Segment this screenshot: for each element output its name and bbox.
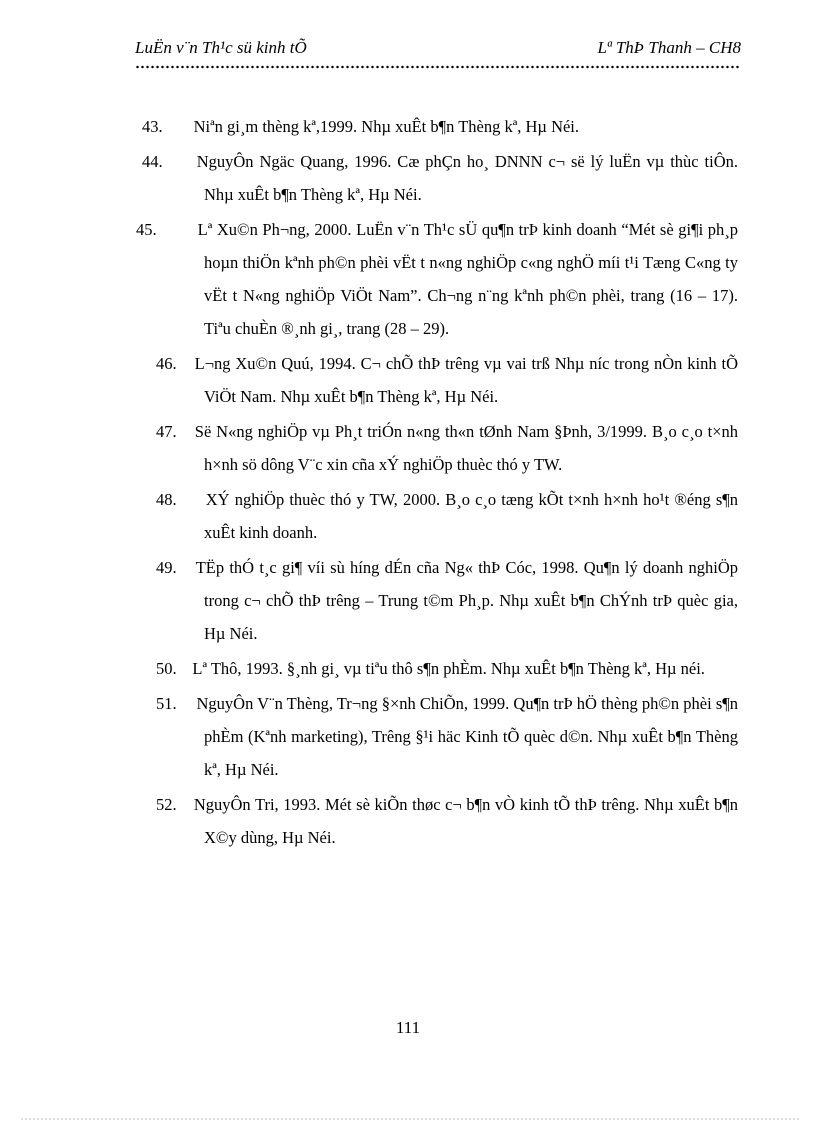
reference-text: Lª Thô, 1993. §¸nh gi¸ vµ tiªu thô s¶n phÈm. Nhµ xuÊt b¶n Thèng kª, Hµ néi. <box>192 659 705 678</box>
reference-text: Së N«ng nghiÖp vµ Ph¸t triÓn n«ng th«n tØnh Nam §Þnh, 3/1999. B¸o c¸o t×nh h×nh sö dông V¨c xin cña xÝ nghiÖp thuèc thó y TW. <box>194 422 739 474</box>
reference-text: NguyÔn Tri, 1993. Mét sè kiÕn thøc c¬ b¶n vÒ kinh tÕ thÞ trêng. Nhµ xuÊt b¶n X©y dùng, Hµ Néi. <box>193 795 738 847</box>
reference-item: 51. NguyÔn V¨n Thèng, Tr¬ng §×nh ChiÕn, 1999. Qu¶n trÞ hÖ thèng ph©n phèi s¶n phÈm (Kªnh marketing), Trêng §¹i häc Kinh tÕ quèc d©n. Nhµ xuÊt b¶n Thèng kª, Hµ Néi. <box>156 694 738 779</box>
reference-item: 45. Lª Xu©n Ph¬ng, 2000. LuËn v¨n Th¹c sÜ qu¶n trÞ kinh doanh “Mét sè gi¶i ph¸p hoµn thiÖn kªnh ph©n phèi vËt t n«ng nghiÖp c«ng nghÖ míi t¹i Tæng C«ng ty vËt t N«ng nghiÖp ViÖt Nam”. Ch¬ng n¨ng kªnh ph©n phèi, trang (16 – 17). Tiªu chuÈn ®¸nh gi¸, trang (28 – 29). <box>136 220 739 338</box>
reference-text: XÝ nghiÖp thuèc thó y TW, 2000. B¸o c¸o tæng kÕt t×nh h×nh ho¹t ®éng s¶n xuÊt kinh doanh. <box>204 490 738 542</box>
reference-text: TËp thÓ t¸c gi¶ víi sù híng dÉn cña Ng« thÞ Cóc, 1998. Qu¶n lý doanh nghiÖp trong c¬ chÕ thÞ trêng – Trung t©m Ph¸p. Nhµ xuÊt b¶n ChÝnh trÞ quèc gia, Hµ Néi. <box>195 558 739 643</box>
header-title: LuËn v¨n Th¹c sü kinh tÕ <box>135 38 307 57</box>
reference-list <box>136 110 739 856</box>
page-bottom-divider <box>20 1118 800 1120</box>
reference-item: 44. NguyÔn Ngäc Quang, 1996. Cæ phÇn ho¸ DNNN c¬ së lý luËn vµ thùc tiÔn. Nhµ xuÊt b¶n Thèng kª, Hµ Néi. <box>142 152 738 204</box>
reference-item: 52. NguyÔn Tri, 1993. Mét sè kiÕn thøc c¬ b¶n vÒ kinh tÕ thÞ trêng. Nhµ xuÊt b¶n X©y dùng, Hµ Néi. <box>156 795 738 847</box>
page-header <box>135 38 741 62</box>
reference-item: 46. L¬ng Xu©n Quú, 1994. C¬ chÕ thÞ trêng vµ vai trß Nhµ níc trong nÒn kinh tÕ ViÖt Nam. Nhµ xuÊt b¶n Thèng kª, Hµ Néi. <box>156 354 738 406</box>
reference-text: NguyÔn Ngäc Quang, 1996. Cæ phÇn ho¸ DNNN c¬ së lý luËn vµ thùc tiÔn. Nhµ xuÊt b¶n Thèng kª, Hµ Néi. <box>196 152 738 204</box>
reference-text: Lª Xu©n Ph¬ng, 2000. LuËn v¨n Th¹c sÜ qu¶n trÞ kinh doanh “Mét sè gi¶i ph¸p hoµn thiÖn kªnh ph©n phèi vËt t n«ng nghiÖp c«ng nghÖ míi t¹i Tæng C«ng ty vËt t N«ng nghiÖp ViÖt Nam”. Ch¬ng n¨ng kªnh ph©n phèi, trang (16 – 17). Tiªu chuÈn ®¸nh gi¸, trang (28 – 29). <box>197 220 739 338</box>
header-divider <box>135 64 741 70</box>
reference-text: L¬ng Xu©n Quú, 1994. C¬ chÕ thÞ trêng vµ vai trß Nhµ níc trong nÒn kinh tÕ ViÖt Nam. Nhµ xuÊt b¶n Thèng kª, Hµ Néi. <box>194 354 738 406</box>
reference-text: NguyÔn V¨n Thèng, Tr¬ng §×nh ChiÕn, 1999. Qu¶n trÞ hÖ thèng ph©n phèi s¶n phÈm (Kªnh marketing), Trêng §¹i häc Kinh tÕ quèc d©n. Nhµ xuÊt b¶n Thèng kª, Hµ Néi. <box>196 694 738 779</box>
header-author: Lª ThÞ Thanh – CH8 <box>597 38 741 57</box>
page-number: 111 <box>395 1018 421 1037</box>
reference-item: 49. TËp thÓ t¸c gi¶ víi sù híng dÉn cña Ng« thÞ Cóc, 1998. Qu¶n lý doanh nghiÖp trong c¬ chÕ thÞ trêng – Trung t©m Ph¸p. Nhµ xuÊt b¶n ChÝnh trÞ quèc gia, Hµ Néi. <box>156 558 739 643</box>
reference-text: Niªn gi¸m thèng kª,1999. Nhµ xuÊt b¶n Thèng kª, Hµ Néi. <box>193 117 580 136</box>
reference-item: 50. Lª Thô, 1993. §¸nh gi¸ vµ tiªu thô s¶n phÈm. Nhµ xuÊt b¶n Thèng kª, Hµ néi. <box>156 659 705 678</box>
reference-item: 47. Së N«ng nghiÖp vµ Ph¸t triÓn n«ng th«n tØnh Nam §Þnh, 3/1999. B¸o c¸o t×nh h×nh sö dông V¨c xin cña xÝ nghiÖp thuèc thó y TW. <box>156 422 739 474</box>
reference-item: 48. XÝ nghiÖp thuèc thó y TW, 2000. B¸o c¸o tæng kÕt t×nh h×nh ho¹t ®éng s¶n xuÊt kinh doanh. <box>156 490 738 542</box>
reference-item: 43. Niªn gi¸m thèng kª,1999. Nhµ xuÊt b¶n Thèng kª, Hµ Néi. <box>142 117 580 136</box>
